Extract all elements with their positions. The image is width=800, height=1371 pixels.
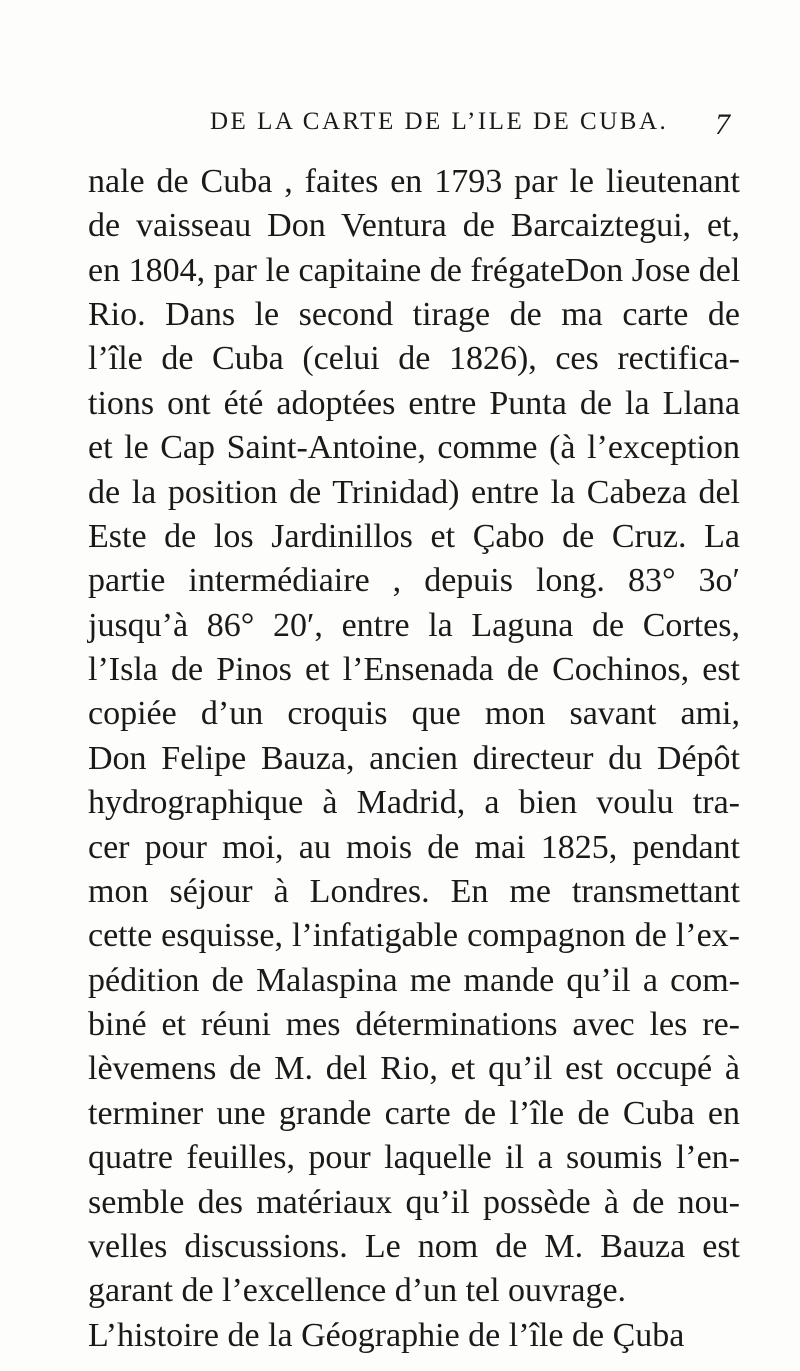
text-line: cette esquisse, l’infatigable compagnon de l’ex- bbox=[88, 917, 740, 955]
text-line: et le Cap Saint-Antoine, comme (à l’exception bbox=[88, 429, 740, 467]
text-line: tions ont été adoptées entre Punta de la Llana bbox=[88, 384, 740, 422]
text-line: lèvemens de M. del Rio, et qu’il est occupé à bbox=[88, 1050, 740, 1088]
page-number: 7 bbox=[715, 108, 730, 141]
text-line: velles discussions. Le nom de M. Bauza est bbox=[88, 1227, 740, 1265]
text-line: pédition de Malaspina me mande qu’il a com- bbox=[88, 961, 740, 999]
text-line: biné et réuni mes déterminations avec les re- bbox=[88, 1006, 740, 1044]
text-line: quatre feuilles, pour laquelle il a soumis l’en- bbox=[88, 1139, 740, 1177]
text-line: semble des matériaux qu’il possède à de nou- bbox=[88, 1183, 740, 1221]
text-line: l’île de Cuba (celui de 1826), ces rectifica- bbox=[88, 340, 740, 378]
text-line: partie intermédiaire , depuis long. 83° 3o′ bbox=[88, 562, 740, 600]
text-line: Don Felipe Bauza, ancien directeur du Dépôt bbox=[88, 739, 740, 777]
text-line: jusqu’à 86° 20′, entre la Laguna de Cortes, bbox=[88, 606, 740, 644]
text-line: cer pour moi, au mois de mai 1825, pendant bbox=[88, 828, 740, 866]
text-line: Este de los Jardinillos et Çabo de Cruz. La bbox=[88, 517, 740, 555]
text-line: de la position de Trinidad) entre la Cabeza del bbox=[88, 473, 740, 511]
text-line: en 1804, par le capitaine de frégateDon Jose del bbox=[88, 251, 741, 289]
text-line: L’histoire de la Géographie de l’île de Çuba bbox=[88, 1316, 685, 1354]
running-head bbox=[0, 108, 800, 148]
text-line: Rio. Dans le second tirage de ma carte de bbox=[88, 296, 740, 334]
text-line: de vaisseau Don Ventura de Barcaiztegui, et, bbox=[88, 207, 740, 245]
text-line: terminer une grande carte de l’île de Cuba en bbox=[88, 1094, 740, 1132]
text-line: hydrographique à Madrid, a bien voulu tra- bbox=[88, 784, 740, 822]
running-title: DE LA CARTE DE L’ILE DE CUBA. bbox=[210, 108, 669, 135]
text-line: mon séjour à Londres. En me transmettant bbox=[88, 872, 740, 910]
text-line: copiée d’un croquis que mon savant ami, bbox=[88, 695, 740, 733]
text-line: l’Isla de Pinos et l’Ensenada de Cochinos, est bbox=[88, 651, 740, 689]
text-line: garant de l’excellence d’un tel ouvrage. bbox=[88, 1272, 627, 1310]
text-line: nale de Cuba , faites en 1793 par le lieutenant bbox=[88, 163, 740, 200]
